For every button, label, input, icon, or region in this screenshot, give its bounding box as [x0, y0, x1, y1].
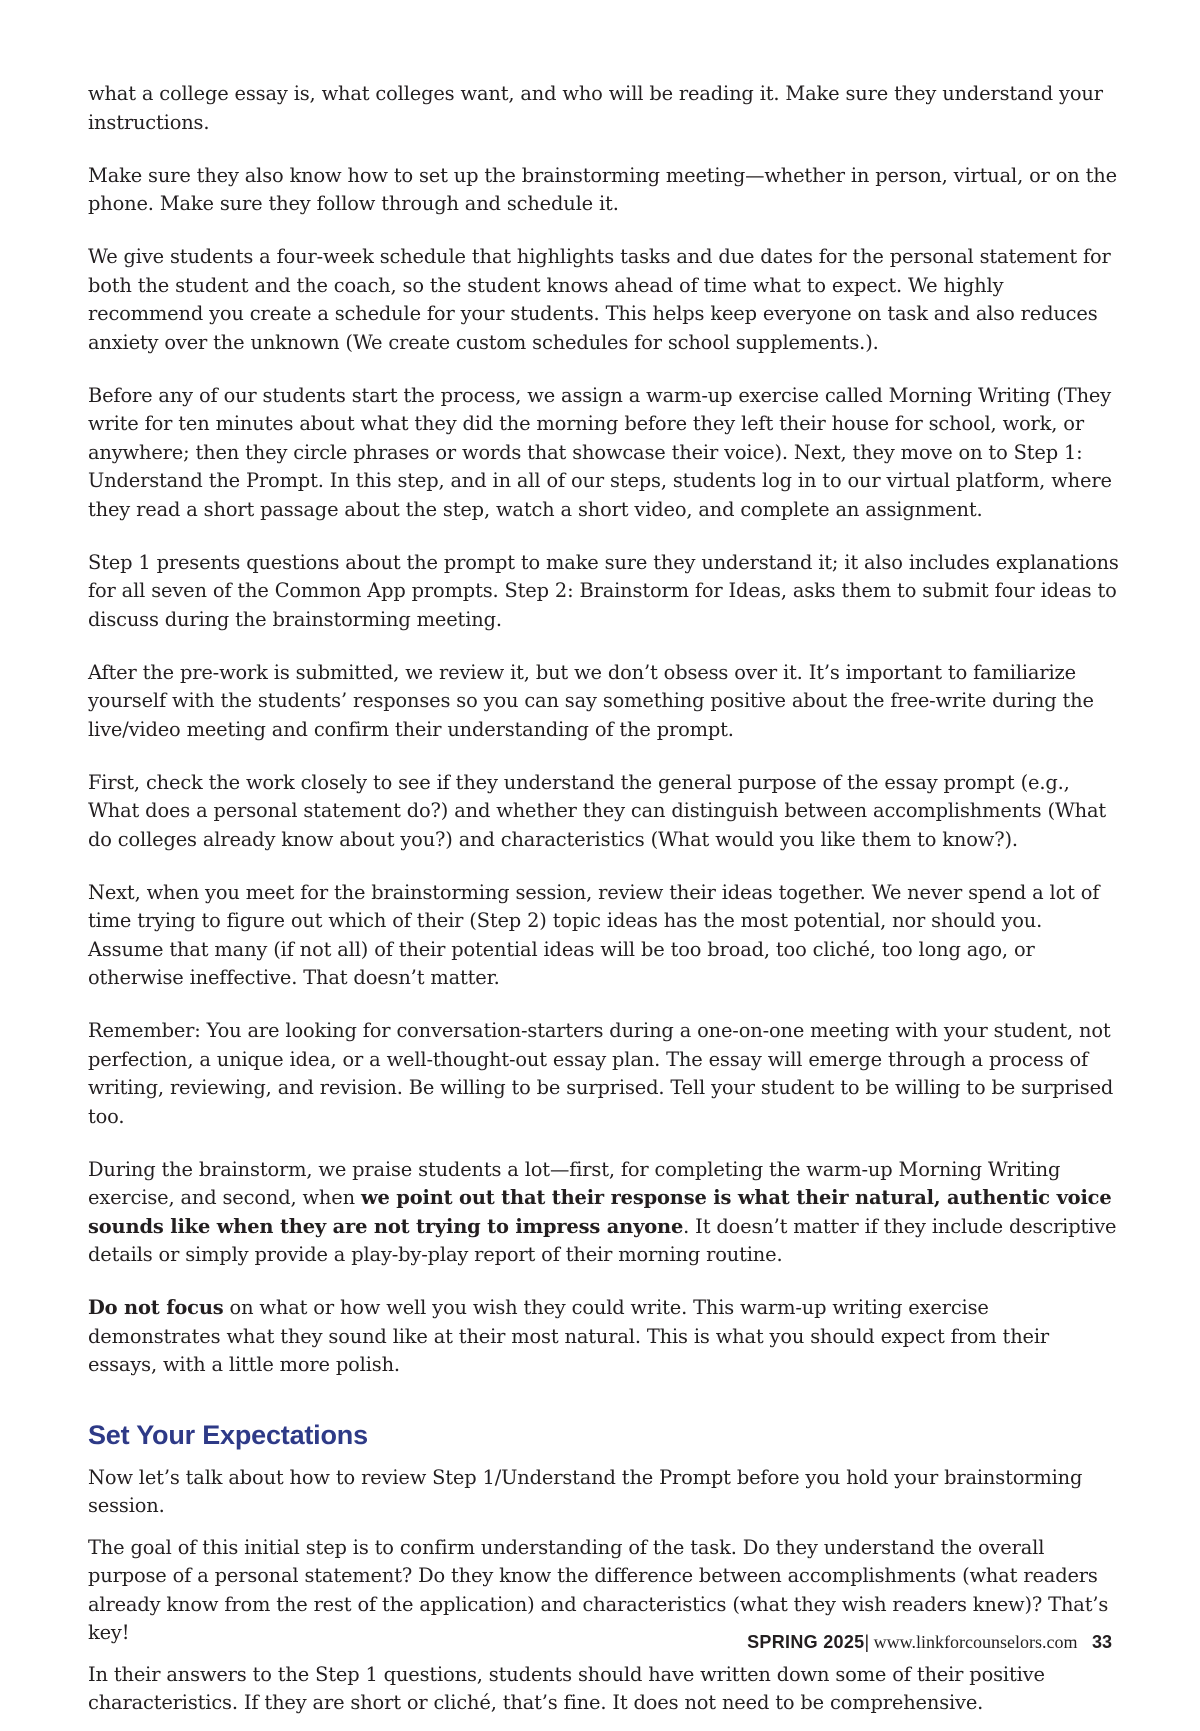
paragraph-11 — [88, 1294, 1123, 1380]
issue-label: SPRING 2025 — [747, 1632, 865, 1652]
paragraph-10-end: . It doesn’t matter if they include descriptive details or simply provide a play-by-play report of their morning routine. — [88, 1214, 1117, 1266]
paragraph-10-emphasis: we point out that their response is what their natural, authentic voice sounds like when they are not trying to impress anyone — [88, 1186, 1112, 1238]
paragraph-9: Remember: You are looking for conversation-starters during a one-on-one meeting with your student, not perfection, a unique idea, or a well-thought-out essay plan. The essay will emerge through a process of writing, reviewing, and revision. Be willing to be surprised. Tell your student to be willing to be surprised too. — [88, 1019, 1114, 1128]
article-body — [88, 80, 1123, 1731]
paragraph-1: what a college essay is, what colleges want, and who will be reading it. Make sure they understand your instructions. — [88, 82, 1103, 134]
page-number: 33 — [1091, 1632, 1112, 1652]
section-heading: Set Your Expectations — [88, 1419, 368, 1450]
paragraph-10-start: During the brainstorm, we praise students a lot—first, for completing the warm-up Morning Writing exercise, and second, when — [88, 1157, 1061, 1209]
page-footer — [747, 1630, 1112, 1654]
section-paragraph-3: In their answers to the Step 1 questions, students should have written down some of their positive characteristics. If they are short or cliché, that’s fine. It does not need to be comprehensive. — [88, 1662, 1045, 1714]
paragraph-3: We give students a four-week schedule that highlights tasks and due dates for the personal statement for both the student and the coach, so the student knows ahead of time what to expect. We highly recommend you create a schedule for your students. This helps keep everyone on task and also reduces anxiety over the unknown (We create custom schedules for school supplements.). — [88, 245, 1111, 354]
paragraph-2: Make sure they also know how to set up the brainstorming meeting—whether in person, virtual, or on the phone. Make sure they follow through and schedule it. — [88, 163, 1117, 215]
paragraph-4: Before any of our students start the process, we assign a warm-up exercise called Morning Writing (They write for ten minutes about what they did the morning before they left their house for school, work, or anywhere; then they circle phrases or words that showcase their voice). Next, they move on to Step 1: Understand the Prompt. In this step, and in all of our steps, students log in to our virtual platform, where they read a short passage about the step, watch a short video, and complete an assignment. — [88, 383, 1112, 521]
section-paragraph-2: The goal of this initial step is to confirm understanding of the task. Do they understand the overall purpose of a personal statement? Do they know the difference between accomplishments (what readers already know from the rest of the application) and characteristics (what they wish readers knew)? That’s key! — [88, 1535, 1109, 1644]
paragraph-10 — [88, 1156, 1123, 1270]
paragraph-11-emphasis: Do not focus — [88, 1296, 224, 1319]
footer-separator: | — [864, 1632, 870, 1652]
paragraph-6: After the pre-work is submitted, we review it, but we don’t obsess over it. It’s important to familiarize yourself with the students’ responses so you can say something positive about the free-write during the live/video meeting and confirm their understanding of the prompt. — [88, 660, 1094, 741]
section-paragraph-1: Now let’s talk about how to review Step 1/Understand the Prompt before you hold your brainstorming session. — [88, 1465, 1083, 1517]
paragraph-7: First, check the work closely to see if they understand the general purpose of the essay prompt (e.g., What does a personal statement do?) and whether they can distinguish between accomplishments (What do colleges already know about you?) and characteristics (What would you like them to know?). — [88, 770, 1107, 851]
paragraph-11-rest: on what or how well you wish they could write. This warm-up writing exercise demonstrates what they sound like at their most natural. This is what you should expect from their essays, with a little more polish. — [88, 1296, 1050, 1376]
paragraph-5: Step 1 presents questions about the prompt to make sure they understand it; it also includes explanations for all seven of the Common App prompts. Step 2: Brainstorm for Ideas, asks them to submit four ideas to discuss during the brainstorming meeting. — [88, 550, 1119, 631]
paragraph-8: Next, when you meet for the brainstorming session, review their ideas together. We never spend a lot of time trying to figure out which of their (Step 2) topic ideas has the most potential, nor should you. Assume that many (if not all) of their potential ideas will be too broad, too cliché, too long ago, or otherwise ineffective. That doesn’t matter. — [88, 880, 1100, 989]
website-link[interactable]: www.linkforcounselors.com — [873, 1632, 1078, 1652]
